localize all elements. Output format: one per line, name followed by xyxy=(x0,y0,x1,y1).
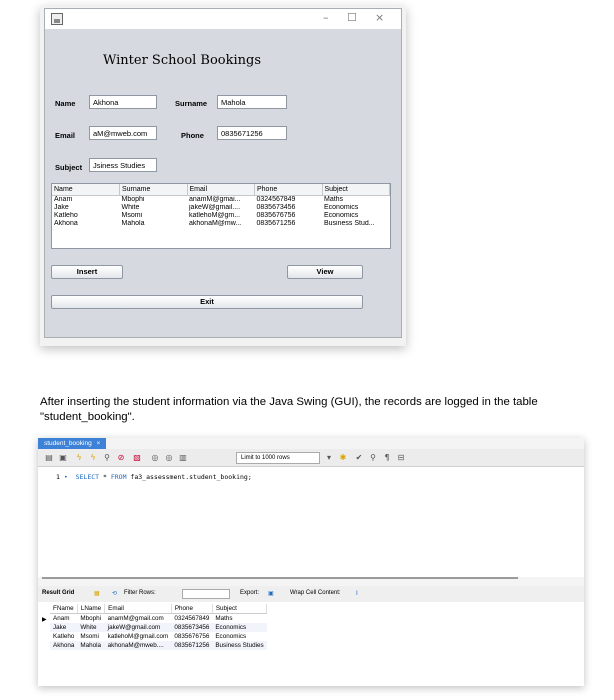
table-header-row xyxy=(52,184,390,195)
column-header[interactable]: Subject xyxy=(322,184,390,195)
rollback-icon[interactable]: ◎ xyxy=(165,453,173,462)
insert-button[interactable]: Insert xyxy=(51,265,123,279)
execute-icon[interactable]: ϟ xyxy=(76,453,82,462)
table-cell[interactable]: Katleho xyxy=(53,633,75,640)
result-grid-toolbar xyxy=(38,586,584,602)
caption-text: After inserting the student information via the Java Swing (GUI), the records are logged in the table "student_booking". xyxy=(40,396,538,423)
table-cell: anamM@gmai... xyxy=(189,195,241,203)
table-row[interactable] xyxy=(52,204,390,212)
wrap-icon[interactable]: ⊟ xyxy=(397,453,405,462)
save-icon[interactable]: ▣ xyxy=(59,453,67,462)
close-button[interactable]: × xyxy=(375,11,385,24)
table-cell[interactable]: Anam xyxy=(53,615,70,622)
sql-keyword-select: SELECT xyxy=(75,473,100,481)
toggle-error-icon[interactable]: ▧ xyxy=(133,453,141,462)
table-cell: Katleho xyxy=(54,211,78,219)
table-cell: Economics xyxy=(324,203,359,211)
result-grid[interactable] xyxy=(38,602,584,686)
column-header[interactable]: Subject xyxy=(212,604,266,614)
table-cell[interactable]: 0835676756 xyxy=(174,633,210,640)
table-row[interactable] xyxy=(50,641,267,650)
table-cell[interactable]: Akhona xyxy=(50,641,77,650)
selected-row-marker: ▶ xyxy=(42,617,47,623)
subject-field[interactable]: Jsiness Studies xyxy=(89,158,157,172)
column-header[interactable]: Phone xyxy=(171,604,212,614)
table-cell[interactable]: 0835671256 xyxy=(171,641,212,650)
column-header[interactable]: LName xyxy=(77,604,104,614)
table-cell[interactable]: Business Studies xyxy=(212,641,266,650)
table-row[interactable] xyxy=(52,220,390,228)
minimize-button[interactable]: – xyxy=(323,11,329,24)
name-field[interactable]: Akhona xyxy=(89,95,157,109)
column-header[interactable]: Phone xyxy=(255,184,323,195)
result-grid-label[interactable]: Result Grid xyxy=(42,590,75,596)
stop-icon[interactable]: ⊘ xyxy=(117,453,125,462)
table-cell: Jake xyxy=(54,203,69,211)
workbench-panel xyxy=(38,438,584,686)
form-title: Winter School Bookings xyxy=(103,53,262,68)
column-header[interactable]: Email xyxy=(105,604,172,614)
table-cell: 0835671256 xyxy=(256,219,296,227)
table-cell[interactable]: Mahola xyxy=(77,641,104,650)
exit-button[interactable]: Exit xyxy=(51,295,363,309)
autocommit-icon[interactable]: ▥ xyxy=(179,453,187,462)
table-cell: katlehoM@gm... xyxy=(189,211,241,219)
email-field[interactable]: aM@mweb.com xyxy=(89,126,157,140)
tab-label: student_booking xyxy=(44,440,92,447)
table-cell[interactable]: White xyxy=(77,623,104,632)
limit-rows-label: Limit to 1000 rows xyxy=(241,455,290,461)
wrap-cell-icon[interactable]: Ⅰ xyxy=(356,591,358,597)
column-header[interactable]: FName xyxy=(50,604,77,614)
execute-current-icon[interactable]: ϟ xyxy=(90,453,96,462)
sql-star: * xyxy=(103,473,107,481)
export-label: Export: xyxy=(240,590,260,596)
table-cell: Msomi xyxy=(121,211,143,219)
maximize-button[interactable]: ☐ xyxy=(347,11,357,24)
table-cell[interactable]: akhonaM@mweb.... xyxy=(105,641,172,650)
search-icon[interactable]: ⚲ xyxy=(370,453,376,462)
table-cell: jakeW@gmail.... xyxy=(189,203,241,211)
result-header-row xyxy=(50,604,267,614)
email-label: Email xyxy=(55,131,76,140)
table-cell: 0835673456 xyxy=(256,203,296,211)
export-icon[interactable]: ▣ xyxy=(268,591,274,597)
table-cell: 0324567849 xyxy=(256,195,296,203)
tab-close-icon[interactable]: × xyxy=(96,440,101,447)
column-header[interactable]: Surname xyxy=(120,184,188,195)
swing-window xyxy=(44,8,402,338)
table-cell[interactable]: Economics xyxy=(215,633,247,640)
surname-field[interactable]: Mahola xyxy=(217,95,287,109)
query-toolbar xyxy=(38,449,584,467)
tab-student-booking[interactable] xyxy=(38,438,106,449)
column-header[interactable]: Name xyxy=(52,184,120,195)
name-label: Name xyxy=(55,99,76,108)
table-cell: Maths xyxy=(324,195,344,203)
table-cell: akhonaM@mw... xyxy=(189,219,242,227)
table-cell: Economics xyxy=(324,211,359,219)
table-cell: Mahola xyxy=(121,219,145,227)
grid-icon[interactable]: ▦ xyxy=(94,591,100,597)
surname-label: Surname xyxy=(175,99,208,108)
table-cell: Business Stud... xyxy=(324,219,375,227)
table-row[interactable] xyxy=(50,632,267,641)
table-cell[interactable]: Economics xyxy=(212,623,266,632)
filter-rows-label: Filter Rows: xyxy=(124,590,156,596)
phone-label: Phone xyxy=(181,131,204,140)
table-cell[interactable]: jakeW@gmail.com xyxy=(105,623,172,632)
limit-rows-select[interactable] xyxy=(236,452,320,464)
line-number: 1 xyxy=(56,473,60,481)
table-cell[interactable]: Jake xyxy=(50,623,77,632)
table-cell[interactable]: katlehoM@gmail.com xyxy=(107,633,169,640)
table-cell: White xyxy=(121,203,140,211)
table-cell[interactable]: Mbophi xyxy=(80,615,102,622)
table-cell[interactable]: 0324567849 xyxy=(174,615,210,622)
table-row[interactable] xyxy=(52,212,390,220)
sql-keyword-from: FROM xyxy=(110,473,127,481)
beautify-icon[interactable]: ✱ xyxy=(339,453,347,462)
explain-icon[interactable]: ⚲ xyxy=(104,453,110,462)
java-window-icon xyxy=(51,13,63,25)
phone-field[interactable]: 0835671256 xyxy=(217,126,287,140)
sql-table-name: fa3_assessment.student_booking; xyxy=(130,473,252,481)
wrap-cell-label: Wrap Cell Content: xyxy=(290,590,341,596)
refresh-icon[interactable]: ⟲ xyxy=(112,591,118,597)
table-cell: Anam xyxy=(54,195,73,203)
invisible-chars-icon[interactable]: ¶ xyxy=(384,453,390,462)
subject-label: Subject xyxy=(55,163,83,172)
find-icon[interactable]: ✔ xyxy=(355,453,363,462)
sql-query-line xyxy=(56,473,252,481)
table-cell[interactable]: 0835673456 xyxy=(171,623,212,632)
window-titlebar xyxy=(45,9,401,29)
column-header[interactable]: Email xyxy=(187,184,255,195)
scrollbar[interactable] xyxy=(42,577,518,579)
table-cell: Akhona xyxy=(54,219,78,227)
table-cell[interactable]: anamM@gmail.com xyxy=(107,615,164,622)
view-button[interactable]: View xyxy=(287,265,363,279)
filter-rows-input[interactable] xyxy=(182,589,230,599)
table-row[interactable] xyxy=(52,195,390,204)
commit-icon[interactable]: ◎ xyxy=(151,453,159,462)
bookings-table[interactable] xyxy=(51,183,391,249)
dropdown-arrow-icon[interactable]: ▾ xyxy=(326,453,331,462)
line-bullet: • xyxy=(63,473,68,481)
table-row[interactable] xyxy=(50,614,267,624)
table-cell[interactable]: Maths xyxy=(215,615,233,622)
open-folder-icon[interactable]: ▤ xyxy=(45,453,53,462)
table-cell[interactable]: Msomi xyxy=(80,633,99,640)
table-cell: 0835676756 xyxy=(256,211,296,219)
table-row[interactable] xyxy=(50,623,267,632)
table-cell: Mbophi xyxy=(121,195,145,203)
sql-editor[interactable] xyxy=(38,467,584,577)
